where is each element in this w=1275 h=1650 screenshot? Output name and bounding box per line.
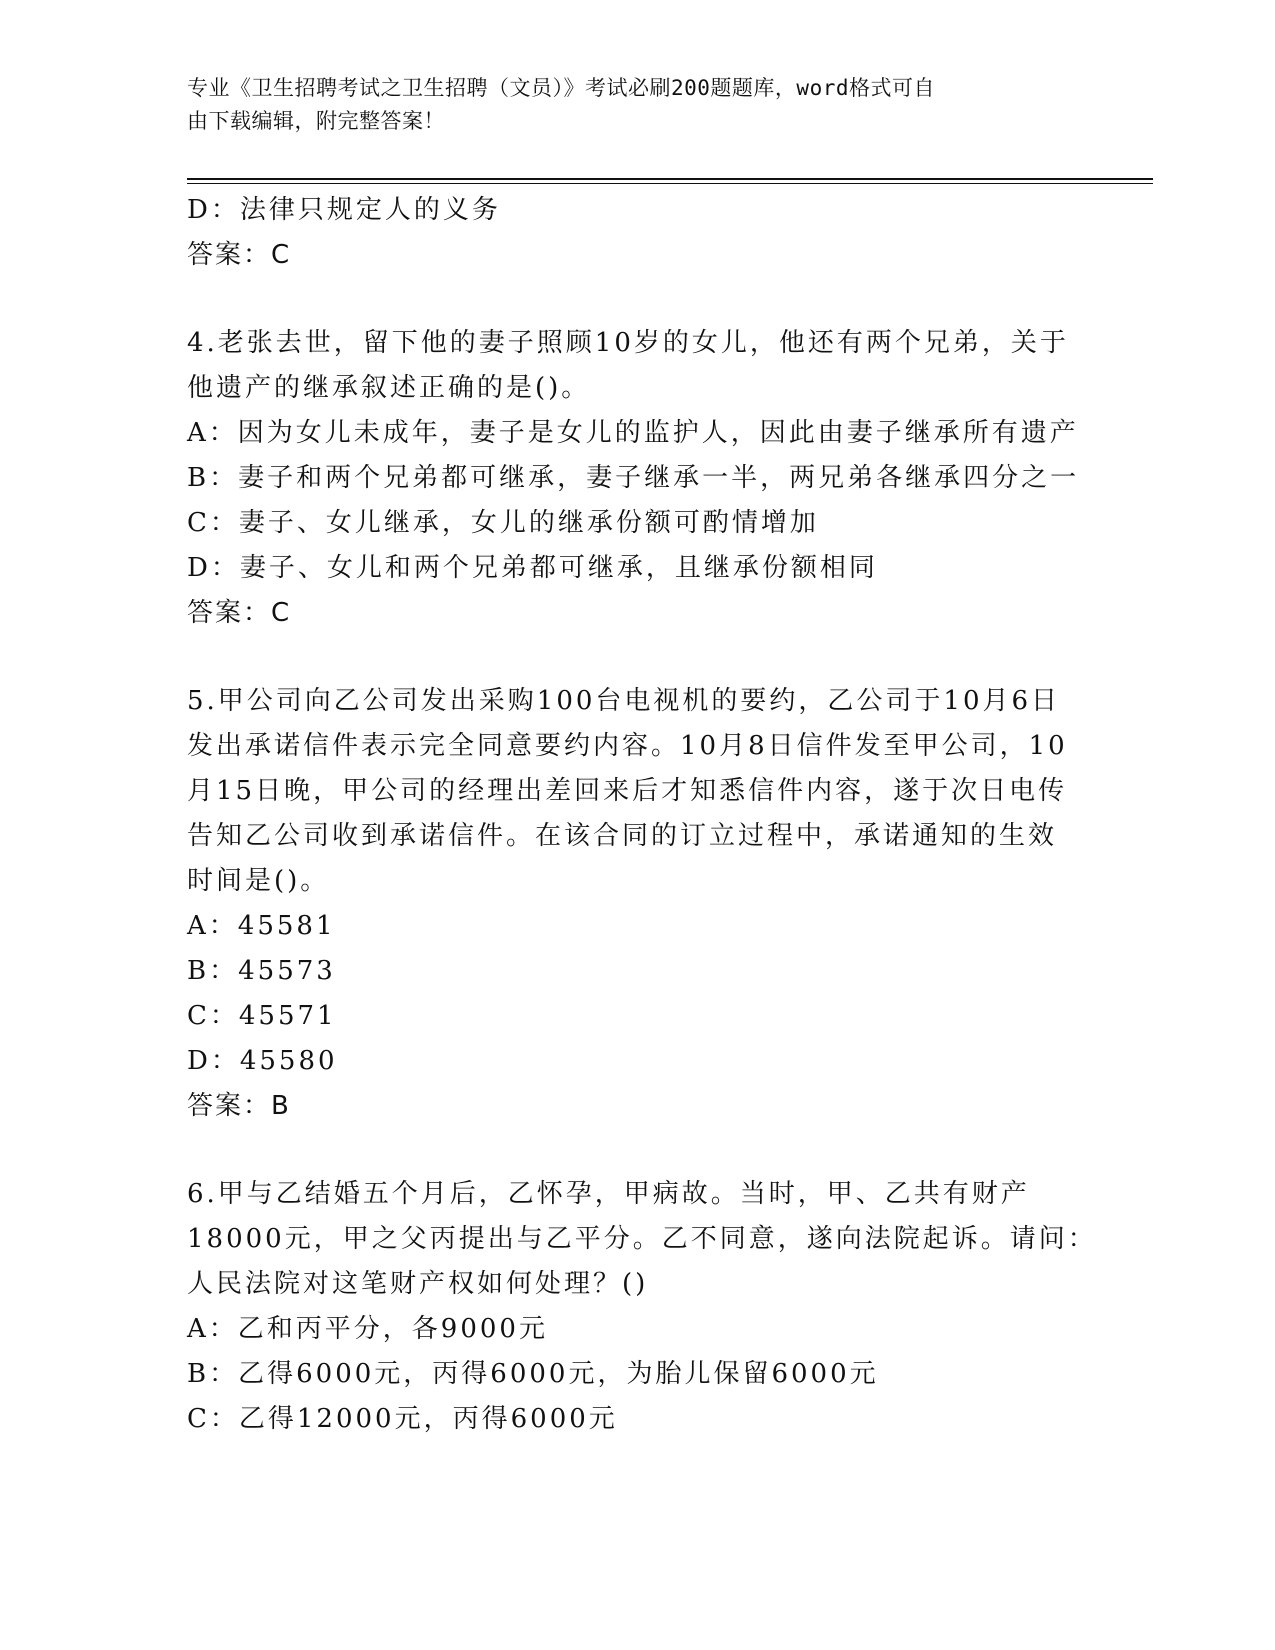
- q5-stem-line-1: 5.甲公司向乙公司发出采购100台电视机的要约，乙公司于10月6日: [187, 686, 1061, 716]
- q3-answer: 答案：C: [187, 240, 292, 270]
- q4-stem-line-1: 4.老张去世，留下他的妻子照顾10岁的女儿，他还有两个兄弟，关于: [187, 328, 1069, 358]
- q4-option-c: C：妻子、女儿继承，女儿的继承份额可酌情增加: [187, 508, 819, 538]
- q4-answer: 答案：C: [187, 598, 292, 628]
- q6-stem-line-3: 人民法院对这笔财产权如何处理？(): [187, 1269, 649, 1299]
- header-line-2: 由下载编辑，附完整答案！: [187, 109, 445, 133]
- question-3-tail: [187, 188, 1087, 278]
- question-5: [187, 679, 1087, 1129]
- q6-option-b: B：乙得6000元，丙得6000元，为胎儿保留6000元: [187, 1359, 879, 1389]
- q4-option-d: D：妻子、女儿和两个兄弟都可继承，且继承份额相同: [187, 553, 878, 583]
- q5-option-c: C：45571: [187, 1001, 337, 1031]
- q4-stem-line-2: 他遗产的继承叙述正确的是()。: [187, 373, 591, 403]
- q6-option-c: C：乙得12000元，丙得6000元: [187, 1404, 618, 1434]
- q4-option-a: A：因为女儿未成年，妻子是女儿的监护人，因此由妻子继承所有遗产: [187, 418, 1079, 448]
- q5-stem-line-2: 发出承诺信件表示完全同意要约内容。10月8日信件发至甲公司，10: [187, 731, 1068, 761]
- q6-option-a: A：乙和丙平分，各9000元: [187, 1314, 548, 1344]
- question-6: [187, 1172, 1097, 1442]
- q5-stem-line-5: 时间是()。: [187, 866, 330, 896]
- q5-answer: 答案：B: [187, 1091, 291, 1121]
- q6-stem-line-2: 18000元，甲之父丙提出与乙平分。乙不同意，遂向法院起诉。请问：: [187, 1224, 1097, 1254]
- page-header: [187, 72, 1067, 138]
- header-line-1: 专业《卫生招聘考试之卫生招聘（文员）》考试必刷200题题库，word格式可自: [187, 76, 935, 100]
- q5-option-a: A：45581: [187, 911, 336, 941]
- header-divider-thick: [187, 178, 1153, 180]
- q6-stem-line-1: 6.甲与乙结婚五个月后，乙怀孕，甲病故。当时，甲、乙共有财产: [187, 1179, 1030, 1209]
- question-4: [187, 321, 1087, 636]
- q3-option-d: D：法律只规定人的义务: [187, 195, 501, 225]
- q5-option-d: D：45580: [187, 1046, 338, 1076]
- q5-stem-line-4: 告知乙公司收到承诺信件。在该合同的订立过程中，承诺通知的生效: [187, 821, 1058, 851]
- header-divider-thin: [187, 183, 1153, 184]
- q5-stem-line-3: 月15日晚，甲公司的经理出差回来后才知悉信件内容，遂于次日电传: [187, 776, 1068, 806]
- question-list: [187, 188, 1097, 1442]
- q5-option-b: B：45573: [187, 956, 336, 986]
- q4-option-b: B：妻子和两个兄弟都可继承，妻子继承一半，两兄弟各继承四分之一: [187, 463, 1080, 493]
